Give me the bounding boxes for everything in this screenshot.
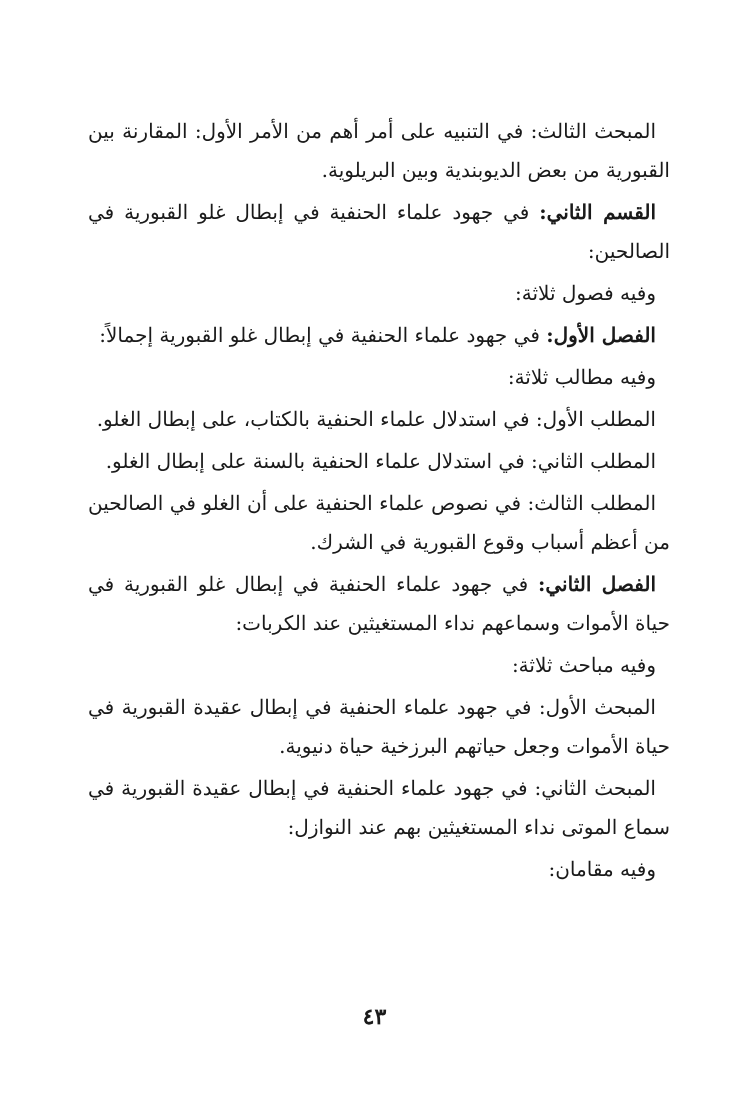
- paragraph: [88, 400, 670, 439]
- paragraph-text: وفيه فصول ثلاثة:: [515, 281, 656, 305]
- paragraph-text: وفيه مباحث ثلاثة:: [511, 653, 656, 677]
- paragraph: [88, 274, 670, 313]
- paragraph-text: وفيه مطالب ثلاثة:: [507, 365, 656, 389]
- paragraph-heading: الفصل الأول:: [546, 323, 656, 347]
- paragraph-heading: القسم الثاني:: [539, 200, 657, 224]
- paragraph-text: في جهود علماء الحنفية في إبطال غلو القبورية إجمالاً:: [99, 323, 547, 347]
- paragraph: [88, 112, 670, 190]
- paragraph-text: المطلب الثالث: في نصوص علماء الحنفية على أن الغلو في الصالحين من أعظم أسباب وقوع القبورية في الشرك.: [88, 491, 670, 554]
- paragraph-text: في جهود علماء الحنفية في إبطال غلو القبورية في الصالحين:: [88, 200, 670, 263]
- paragraph: [88, 358, 670, 397]
- page-number: ٤٣: [362, 1004, 387, 1030]
- page-body: [88, 112, 670, 892]
- paragraph: [88, 688, 670, 766]
- paragraph: [88, 484, 670, 562]
- paragraph: [88, 565, 670, 643]
- paragraph: [88, 850, 670, 889]
- paragraph: [88, 442, 670, 481]
- paragraph: [88, 769, 670, 847]
- paragraph: [88, 646, 670, 685]
- paragraph-text: في جهود علماء الحنفية في إبطال غلو القبورية في حياة الأموات وسماعهم نداء المستغيثين عند الكربات:: [88, 572, 670, 635]
- paragraph-text: المبحث الثالث: في التنبيه على أمر أهم من الأمر الأول: المقارنة بين القبورية من بعض الديوبندية وبين البريلوية.: [88, 119, 670, 182]
- paragraph-text: المبحث الأول: في جهود علماء الحنفية في إبطال عقيدة القبورية في حياة الأموات وجعل حياتهم البرزخية حياة دنيوية.: [88, 695, 670, 758]
- paragraph-heading: الفصل الثاني:: [537, 572, 656, 596]
- paragraph-text: المطلب الأول: في استدلال علماء الحنفية بالكتاب، على إبطال الغلو.: [96, 407, 656, 431]
- paragraph-text: المطلب الثاني: في استدلال علماء الحنفية بالسنة على إبطال الغلو.: [105, 449, 656, 473]
- paragraph: [88, 193, 670, 271]
- paragraph: [88, 316, 670, 355]
- paragraph-text: المبحث الثاني: في جهود علماء الحنفية في إبطال عقيدة القبورية في سماع الموتى نداء المستغيثين بهم عند النوازل:: [88, 776, 670, 839]
- paragraph-text: وفيه مقامان:: [548, 857, 656, 881]
